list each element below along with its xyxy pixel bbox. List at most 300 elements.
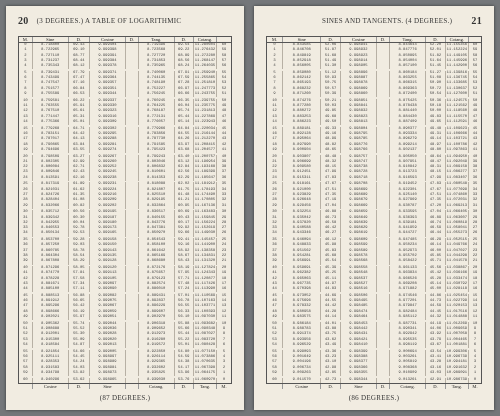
table-cell: 4 (273, 64, 276, 69)
table-cell: 43.28 (425, 360, 444, 365)
table-cell: 11.001881 (446, 342, 468, 347)
table-cell: 57.01 (174, 294, 193, 299)
table-cell: 11.131320 (194, 259, 216, 264)
table-cell: 11.028118 (446, 287, 468, 292)
table-cell: 8 (273, 86, 276, 91)
table-cell: 69.10 (68, 48, 89, 53)
table-cell: 48 (468, 109, 481, 114)
table-cell: 18 (272, 142, 277, 147)
table-cell: 5 (24, 70, 27, 75)
table-cell: 41 (23, 271, 28, 276)
table-cell: 8.966526 (389, 277, 425, 282)
table-cell: 8.832066 (32, 204, 68, 209)
table-cell: 11.014888 (446, 315, 468, 320)
table-cell: 8.767510 (32, 109, 68, 114)
table-cell: 43.79 (425, 338, 444, 343)
table-cell: 53 (216, 81, 231, 86)
table-cell: 17 (468, 282, 481, 287)
table-cell: 8.718800 (32, 43, 68, 48)
table-cell: 9.999371 (89, 71, 125, 76)
table-cell: 48.32 (320, 160, 339, 165)
table-cell: 8.866315 (389, 81, 425, 86)
column-footer: M. (468, 384, 481, 389)
table-cell: 9.999398 (89, 48, 125, 53)
table-cell: 11.127600 (446, 92, 468, 97)
table-cell: 9.013261 (389, 378, 425, 383)
table-cell: 49.33 (320, 127, 339, 132)
table-row (19, 343, 231, 348)
table-cell: 8.865193 (282, 81, 321, 86)
table-cell: 8.768187 (138, 109, 174, 114)
table-cell: 9.004196 (282, 360, 321, 365)
table-cell: 48.64 (425, 155, 444, 160)
table-cell: 55 (216, 71, 231, 76)
table-cell: 8.877280 (282, 104, 321, 109)
table-cell: 66.84 (68, 87, 89, 92)
table-cell: 47.99 (320, 170, 339, 175)
header-title: SINES AND TANGENTS. (4 DEGREES.) (322, 17, 453, 25)
table-cell: 50.21 (320, 99, 339, 104)
table-cell: 39 (216, 160, 231, 165)
column-footer: Cotang. (389, 384, 425, 389)
table-cell: 51.08 (425, 76, 444, 81)
table-cell: 8.878438 (389, 104, 425, 109)
table-cell: 59.28 (68, 238, 89, 243)
table-cell: 11.124343 (194, 271, 216, 276)
table-cell: 45 (23, 293, 28, 298)
column-footer: Cosine (32, 384, 68, 389)
table-cell: 9.999337 (89, 99, 125, 104)
table-cell: 8.751577 (32, 87, 68, 92)
table-cell: 47 (216, 115, 231, 120)
table-cell: 10.999306 (446, 349, 468, 354)
table-cell: 44 (468, 132, 481, 137)
table-cell: 67.47 (68, 76, 89, 81)
table-cell: 51.68 (320, 54, 339, 59)
table-cell: 8.915311 (282, 176, 321, 181)
table-cell: 46 (23, 299, 28, 304)
table-cell: 54.38 (174, 360, 193, 365)
table-cell: 61.62 (68, 188, 89, 193)
table-body (267, 43, 481, 383)
table-cell: 11.093682 (194, 321, 216, 326)
table-cell: 8.740060 (138, 71, 174, 76)
table-cell: 55.09 (68, 338, 89, 343)
table-cell: 8.939181 (389, 221, 425, 226)
table-cell: 50.93 (320, 76, 339, 81)
table-cell: 11 (23, 104, 28, 109)
table-cell: 11.120877 (194, 276, 216, 281)
right-page (254, 6, 494, 410)
table-cell: 9.998718 (340, 176, 376, 181)
table-cell: 9.998941 (340, 43, 376, 48)
column-footer: D. (425, 384, 444, 389)
table-cell: 38 (468, 165, 481, 170)
table-cell: 38 (272, 254, 277, 259)
table-cell: 44.86 (425, 294, 444, 299)
table-cell: 9.999090 (89, 287, 125, 292)
table-cell: 46.14 (425, 243, 444, 248)
table-cell: 47.67 (425, 188, 444, 193)
table-cell: 49.14 (425, 137, 444, 142)
table-cell: 17 (23, 137, 28, 142)
table-cell: 62.56 (174, 170, 193, 175)
table-cell: 45.39 (320, 266, 339, 271)
table-cell: 48.97 (425, 143, 444, 148)
table-cell: 8.998119 (389, 343, 425, 348)
table-cell: 11.155356 (446, 43, 468, 47)
table-cell: 42.98 (320, 366, 339, 371)
table-cell: 9.999028 (89, 332, 125, 337)
table-cell: 8.956991 (282, 259, 321, 264)
table-cell: 9.999238 (89, 176, 125, 181)
column-header: Cotang. (193, 37, 216, 42)
table-cell: 8.987731 (389, 322, 425, 327)
table-cell: 9.999128 (89, 259, 125, 264)
table-cell: 24 (216, 243, 231, 248)
table-cell: 8.722965 (32, 48, 68, 53)
table-cell: 11.247773 (194, 86, 216, 91)
table-cell: 28 (23, 198, 28, 203)
table-cell: 28 (468, 221, 481, 226)
table-cell: 55.97 (68, 315, 89, 320)
table-cell: 11.100786 (446, 142, 468, 147)
table-cell: 11.189399 (194, 170, 216, 175)
table-cell: 11.107163 (194, 299, 216, 304)
table-cell: 45.14 (425, 282, 444, 287)
table-cell: 9.998506 (340, 294, 376, 299)
table-cell: 11.276432 (194, 48, 216, 53)
table-cell: 23 (272, 170, 277, 175)
table-cell: 8.806084 (32, 165, 68, 170)
table-cell: 46.89 (425, 216, 444, 221)
table-cell: 8.835712 (32, 210, 68, 215)
table-cell: 9.998813 (340, 120, 376, 125)
table-cell: 36 (216, 176, 231, 181)
table-cell: 25 (23, 182, 28, 187)
table-cell: 43.16 (425, 366, 444, 371)
table-cell: 9.998568 (340, 259, 376, 264)
table-cell: 64.71 (68, 127, 89, 132)
table-cell: 43.23 (320, 355, 339, 360)
table-cell: 8.859080 (282, 71, 321, 76)
table-cell: 8.943346 (282, 231, 321, 236)
table-cell: 57.34 (68, 282, 89, 287)
table-cell: 9.999267 (89, 155, 125, 160)
table-cell: 9.999195 (89, 210, 125, 215)
table-cell: 8.909652 (138, 327, 174, 332)
table-cell (125, 315, 138, 320)
table-cell: 11.259940 (194, 70, 216, 75)
table-cell: 8.909580 (282, 165, 321, 170)
table-cell: 9.998578 (340, 254, 376, 259)
table-cell: 55.74 (68, 322, 89, 327)
table-cell: 54 (216, 76, 231, 81)
table-cell: 61.48 (174, 193, 193, 198)
table-cell: 8.764225 (138, 104, 174, 109)
table-cell: 11.142900 (446, 64, 468, 69)
table-cell: 12 (468, 310, 481, 315)
table-cell: 9.998431 (340, 332, 376, 337)
table-cell: 31 (468, 204, 481, 209)
table-cell: 47.19 (320, 198, 339, 203)
table-cell: 49.16 (320, 132, 339, 137)
table-cell: 8.865169 (138, 254, 174, 259)
table-cell: 60.82 (68, 204, 89, 209)
table-cell: 8.735965 (138, 64, 174, 69)
table-cell: 8.747547 (32, 81, 68, 86)
table-cell: 8.961133 (389, 266, 425, 271)
table-cell: 9.998537 (340, 277, 376, 282)
table-cell: 8.861642 (138, 249, 174, 254)
table-cell: 9.999150 (89, 243, 125, 248)
table-cell: 9.999302 (89, 127, 125, 132)
table-cell: 65.31 (68, 115, 89, 120)
table-cell: 49.83 (425, 115, 444, 120)
table-cell: 11.064175 (194, 370, 216, 375)
table-cell: 43 (468, 137, 481, 142)
table-cell: 8.905362 (32, 322, 68, 327)
table-cell: 8.900904 (282, 148, 321, 153)
table-cell: 11.063607 (446, 215, 468, 220)
table-cell: 60.17 (174, 221, 193, 226)
table-cell: 8.869363 (389, 87, 425, 92)
table-cell: 67.16 (68, 81, 89, 86)
table-cell: 8.760245 (138, 99, 174, 104)
table-cell: 54.03 (68, 366, 89, 371)
table-cell: 67.79 (68, 71, 89, 76)
table-cell: 43.03 (425, 371, 444, 376)
table-cell: 11.136745 (446, 76, 468, 81)
table-cell: 43.92 (425, 332, 444, 337)
table-cell: 27 (272, 192, 277, 197)
table-cell: 15 (23, 126, 28, 131)
table-cell: 8.933595 (389, 210, 425, 215)
table-cell: 1 (216, 371, 231, 376)
table-cell: 8.929365 (138, 360, 174, 365)
table-cell: 63.12 (174, 160, 193, 165)
table-cell: 8.947485 (389, 238, 425, 243)
table-cell: 8.787730 (138, 137, 174, 142)
table-cell: 8.983575 (282, 315, 321, 320)
table-cell: 9.999105 (89, 277, 125, 282)
table-cell: 9.998689 (340, 193, 376, 198)
table-cell: 11.235775 (194, 104, 216, 109)
table-cell: 8.860184 (389, 71, 425, 76)
table-cell: 48.82 (320, 143, 339, 148)
table-cell: 33 (272, 226, 277, 231)
table-cell: 8.872176 (138, 266, 174, 271)
table-cell: 9.998923 (340, 54, 376, 59)
table-cell: 36 (468, 176, 481, 181)
table-cell: 8.840155 (138, 216, 174, 221)
table-cell: 11.167136 (194, 203, 216, 208)
table-cell: 8.810601 (138, 170, 174, 175)
table-cell: 47.83 (425, 182, 444, 187)
table-cell: 8.921000 (282, 188, 321, 193)
table-cell: 8.910842 (389, 165, 425, 170)
table-cell: 44.32 (425, 315, 444, 320)
table-row (19, 287, 231, 292)
table-cell: 29 (272, 203, 277, 208)
table-cell: 8.912451 (282, 170, 321, 175)
table-cell: 8.932254 (282, 210, 321, 215)
table-cell: 9.003261 (389, 355, 425, 360)
table-cell: 40 (216, 155, 231, 160)
column-header: Sine (282, 37, 321, 42)
table-cell: 8.854004 (389, 59, 425, 64)
table-cell: 68.12 (68, 64, 89, 69)
table-cell (376, 64, 389, 69)
table-cell: 8.985112 (389, 315, 425, 320)
table-cell: 11.049766 (446, 243, 468, 248)
table-cell: 9.999113 (89, 271, 125, 276)
table-cell: 11.103721 (446, 137, 468, 142)
table-cell: 54.17 (174, 366, 193, 371)
table-cell: 0 (273, 43, 276, 47)
table-cell: 57.48 (174, 282, 193, 287)
table-cell: 46.73 (320, 216, 339, 221)
table-cell: 39 (468, 160, 481, 165)
table-cell: 8.907951 (389, 160, 425, 165)
table-cell: 48.31 (425, 165, 444, 170)
table-cell: 47 (468, 115, 481, 120)
table-cell: 9 (273, 92, 276, 97)
table-cell: 9.009263 (282, 371, 321, 376)
table-cell: 67.59 (174, 76, 193, 81)
table-cell: 9.999044 (89, 322, 125, 327)
table-cell: 44 (272, 287, 277, 292)
table-cell: 45.83 (320, 249, 339, 254)
table-cell: 44.69 (320, 294, 339, 299)
table-cell: 8.743499 (32, 76, 68, 81)
table-cell: 8.926648 (282, 198, 321, 203)
table-cell: 44.97 (320, 282, 339, 287)
table-cell: 11.134831 (194, 254, 216, 259)
table-cell: 8.850134 (32, 231, 68, 236)
column-header (468, 37, 481, 42)
table-cell: 8.918161 (282, 182, 321, 187)
table-cell: 8.902137 (389, 148, 425, 153)
table-cell: 8.898666 (32, 310, 68, 315)
table-cell: 11.038867 (446, 266, 468, 270)
table-cell: 8.988783 (282, 327, 321, 332)
table-cell: 8.857250 (32, 243, 68, 248)
table-cell: 37 (216, 170, 231, 175)
table-cell: 11.087027 (194, 332, 216, 337)
table-cell: 62.84 (174, 165, 193, 170)
table-cell: 8.993956 (282, 338, 321, 343)
table-row (267, 204, 481, 209)
table-cell: 10.986739 (446, 377, 468, 382)
table-cell: 8.727720 (138, 54, 174, 59)
table-cell: 66.04 (174, 104, 193, 109)
table-cell: 50.54 (425, 92, 444, 97)
table-cell: 10.994181 (446, 360, 468, 365)
table-cell: 8.982484 (389, 310, 425, 315)
table-cell: 68.89 (174, 54, 193, 59)
table-cell (125, 204, 138, 209)
table-cell: 47.51 (425, 193, 444, 198)
table-cell: 8.776057 (138, 120, 174, 125)
table-cell: 8.744135 (138, 76, 174, 81)
table-cell (376, 371, 389, 376)
table-cell: 11.052515 (446, 238, 468, 243)
table-cell: 9.998860 (340, 92, 376, 97)
table-cell: 58 (216, 54, 231, 59)
column-header: D. (320, 37, 339, 42)
table-cell: 50.57 (320, 87, 339, 92)
table-cell: 19 (468, 271, 481, 276)
table-cell: 26 (216, 231, 231, 236)
table-cell: 34 (468, 188, 481, 193)
table-cell: 11.097030 (194, 315, 216, 320)
table-cell: 27 (23, 192, 28, 197)
table-cell: 18 (23, 142, 28, 147)
table-cell: 11.077699 (446, 187, 468, 192)
table-cell: 62.29 (174, 176, 193, 181)
table-cell: 9.998599 (340, 243, 376, 248)
table-cell: 11.055273 (446, 231, 468, 236)
table-cell: 0 (468, 378, 481, 383)
table-cell: 56 (216, 64, 231, 69)
table-cell: 24 (272, 175, 277, 180)
table-cell: 62.43 (68, 170, 89, 175)
table-cell: 52.20 (425, 43, 444, 48)
table-cell: 9.998474 (340, 310, 376, 315)
table-cell: 9.005819 (389, 360, 425, 365)
table-cell: 9.998728 (340, 170, 376, 175)
table-cell: 8 (24, 86, 27, 91)
table-cell: 9.998708 (340, 182, 376, 187)
table-cell: 55.01 (174, 343, 193, 348)
table-cell: 9.999351 (89, 87, 125, 92)
table-cell: 9.998669 (340, 204, 376, 209)
table-cell: 8.763555 (32, 104, 68, 109)
table-cell: 11.185647 (194, 175, 216, 180)
table-cell: 15 (216, 294, 231, 299)
table-cell: 9.998558 (340, 266, 376, 271)
table-cell: 8.932602 (138, 366, 174, 371)
table-cell: 54.59 (174, 355, 193, 360)
table-cell: 8.926114 (138, 355, 174, 360)
table-cell: 30 (272, 210, 277, 215)
table-cell: 11.268147 (194, 58, 216, 63)
table-cell: 21 (468, 259, 481, 264)
table-cell: 40 (272, 266, 277, 270)
table-cell: 8.864304 (32, 254, 68, 259)
table-cell: 9.000694 (389, 350, 425, 355)
table-cell: 58.54 (68, 254, 89, 259)
table-cell: 8.817319 (32, 182, 68, 187)
table-cell: 8.935825 (138, 371, 174, 376)
table-row (19, 176, 231, 181)
table-cell: 33 (23, 226, 28, 231)
table-cell: 8.992942 (389, 332, 425, 337)
table-cell: 55.52 (68, 327, 89, 332)
table-cell: 8.814353 (138, 176, 174, 181)
table-cell: 8.975696 (282, 299, 321, 304)
table-cell: 9.998887 (340, 76, 376, 81)
table-cell (125, 231, 138, 236)
table-cell: 12 (272, 109, 277, 114)
table-cell: 11.022799 (446, 299, 468, 304)
table-cell: 8.928353 (32, 360, 68, 365)
table-cell: 50.90 (425, 81, 444, 86)
table-cell: 8.897990 (282, 143, 321, 148)
table-cell: 60.04 (68, 221, 89, 226)
table-cell: 59.92 (174, 226, 193, 231)
